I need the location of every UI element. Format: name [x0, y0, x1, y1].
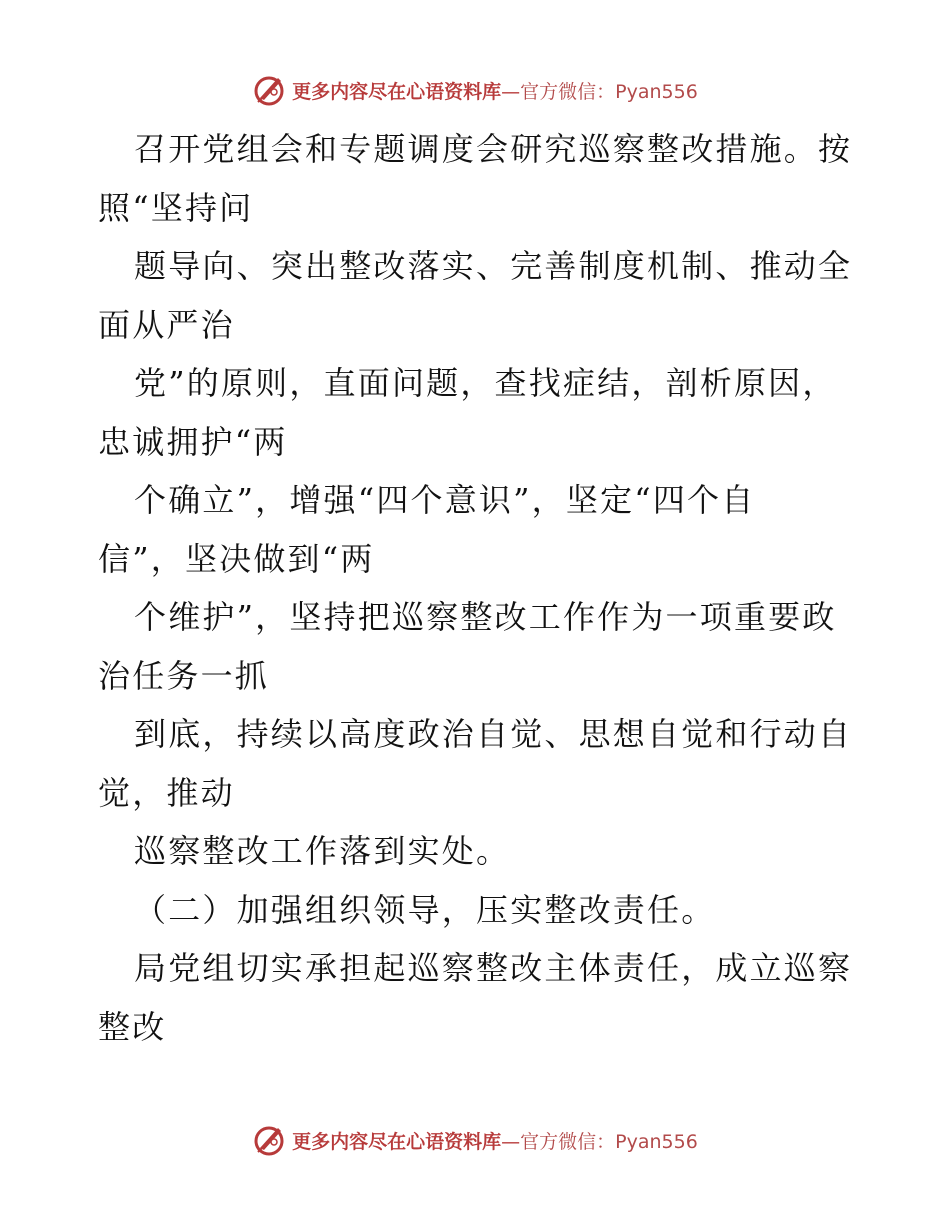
watermark-separator: —: [501, 80, 521, 103]
footer-watermark: [0, 1120, 950, 1160]
text-line: 信”，坚决做到“两: [98, 539, 375, 578]
text-line: 党”的原则，直面问题，查找症结，剖析原因，: [134, 364, 837, 402]
text-line: 召开党组会和专题调度会研究巡察整改措施。按: [134, 130, 853, 168]
text-line: 题导向、突出整改落实、完善制度机制、推动全: [134, 247, 853, 285]
text-line: 忠诚拥护“两: [98, 422, 288, 461]
text-line: 个确立”，增强“四个意识”，坚定“四个自: [134, 481, 756, 519]
text-line: 觉，推动: [98, 773, 235, 812]
text-line: 到底，持续以高度政治自觉、思想自觉和行动自: [134, 715, 853, 753]
quill-seal-icon: [252, 72, 288, 108]
watermark-main: 更多内容尽在心语资料库: [292, 80, 502, 103]
text-line: 局党组切实承担起巡察整改主体责任，成立巡察: [134, 949, 853, 987]
document-body: [98, 120, 858, 1056]
text-line: 照“坚持问: [98, 188, 254, 227]
watermark-sub: 官方微信：Pyan556: [520, 1130, 698, 1153]
text-line: 治任务一抓: [98, 656, 270, 695]
text-line: 个维护”，坚持把巡察整改工作作为一项重要政: [134, 598, 837, 636]
watermark-sub: 官方微信：Pyan556: [520, 80, 698, 103]
section-heading: （二）加强组织领导，压实整改责任。: [134, 890, 716, 929]
text-line: 整改: [98, 1007, 167, 1046]
watermark-text: [292, 1127, 698, 1154]
header-watermark: [0, 70, 950, 110]
watermark-text: [292, 77, 698, 104]
quill-seal-icon: [252, 1122, 288, 1158]
text-line: 巡察整改工作落到实处。: [134, 832, 511, 870]
text-line: 面从严治: [98, 305, 235, 344]
watermark-separator: —: [501, 1130, 521, 1153]
watermark-main: 更多内容尽在心语资料库: [292, 1130, 502, 1153]
